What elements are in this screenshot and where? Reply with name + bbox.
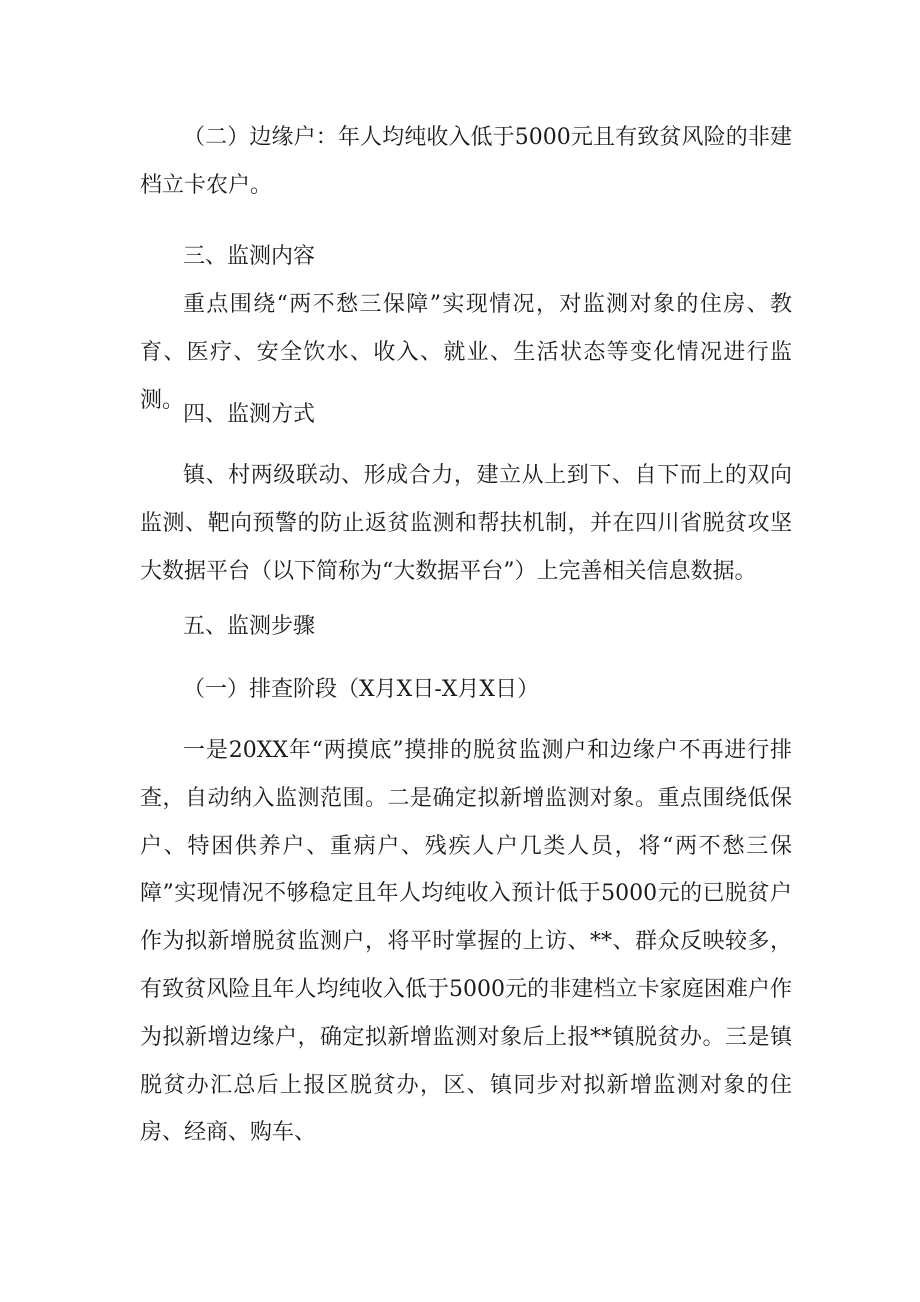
subheading-screening-stage: （一）排查阶段（X月X日-X月X日） [183, 677, 540, 702]
paragraph-marginal-households: （二）边缘户：年人均纯收入低于5000元且有致贫风险的非建档立卡农户。 [140, 125, 792, 198]
paragraph-monitoring-content: 重点围绕“两不愁三保障”实现情况，对监测对象的住房、教育、医疗、安全饮水、收入、就业、生活状态等变化情况进行监测。 [140, 292, 792, 413]
section-heading-monitoring-steps: 五、监测步骤 [183, 614, 316, 639]
section-heading-monitoring-method: 四、监测方式 [183, 402, 316, 427]
section-heading-monitoring-content: 三、监测内容 [183, 244, 316, 269]
paragraph-monitoring-method: 镇、村两级联动、形成合力，建立从上到下、自下而上的双向监测、靶向预警的防止返贫监测和帮扶机制，并在四川省脱贫攻坚大数据平台（以下简称为“大数据平台”）上完善相关信息数据。 [140, 463, 792, 584]
paragraph-screening-stage: 一是20XX年“两摸底”摸排的脱贫监测户和边缘户不再进行排查，自动纳入监测范围。二是确定拟新增监测对象。重点围绕低保户、特困供养户、重病户、残疾人户几类人员，将“两不愁三保障”实现情况不够稳定且年人均纯收入预计低于5000元的已脱贫户作为拟新增脱贫监测户，将平时掌握的上访、**、群众反映较多，有致贫风险且年人均纯收入低于5000元的非建档立卡家庭困难户作为拟新增边缘户，确定拟新增监测对象后上报**镇脱贫办。三是镇脱贫办汇总后上报区脱贫办，区、镇同步对拟新增监测对象的住房、经商、购车、 [140, 738, 792, 1146]
